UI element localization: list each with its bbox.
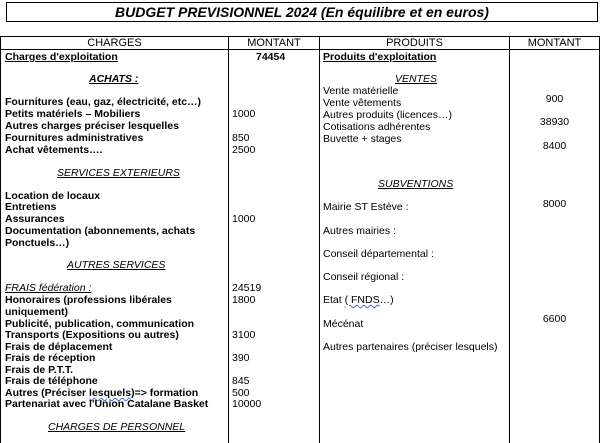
- col-divider-1: [228, 36, 229, 443]
- partenariat-amount: 10000: [232, 398, 262, 410]
- autres-services-row: Honoraires (professions libérales: [5, 294, 172, 306]
- ventes-row: Buvette + stages: [323, 133, 402, 145]
- autres-partenaires-label: Autres partenaires (préciser lesquels): [323, 341, 498, 353]
- achats-row: Fournitures (eau, gaz, électricité, etc…): [5, 96, 202, 108]
- partenariat-label: Partenariat avec l'Union Catalane Basket: [5, 398, 209, 410]
- etat-post: …): [379, 294, 394, 306]
- autres-services-amount: 390: [232, 352, 250, 364]
- autres-services-row: Transports (Expositions ou autres): [5, 329, 179, 341]
- header-montant-right: MONTANT: [527, 37, 582, 49]
- header-produits: PRODUITS: [386, 37, 443, 49]
- conseil-regional-label: Conseil régional :: [323, 271, 405, 283]
- produits-exploitation-label: Produits d'exploitation: [323, 51, 437, 63]
- ventes-row: Autres produits (licences…): [323, 109, 452, 121]
- header-charges: CHARGES: [87, 37, 142, 49]
- achats-amount: 850: [232, 132, 250, 144]
- page-title: BUDGET PREVISIONNEL 2024 (En équilibre et en euros): [6, 2, 598, 22]
- etat-pre: Etat: [323, 294, 345, 306]
- achats-row: Autres charges préciser lesquelles: [5, 120, 179, 132]
- services-ext-heading: SERVICES EXTERIEURS: [57, 167, 180, 179]
- mairie-amount: 8000: [542, 198, 567, 210]
- achats-row: Achat vêtements….: [5, 144, 103, 156]
- mecenat-label: Mécénat: [323, 318, 364, 330]
- services-ext-row: Ponctuels…): [5, 237, 70, 249]
- autres-services-row: Frais de réception: [5, 352, 96, 364]
- conseil-departemental-label: Conseil départemental :: [323, 248, 434, 260]
- autres-formation-post: )=> formation: [131, 387, 199, 399]
- services-ext-row: Entretiens: [5, 201, 57, 213]
- autres-services-row: Publicité, publication, communication: [5, 318, 195, 330]
- autres-formation-link[interactable]: lesquels: [89, 387, 132, 399]
- achats-amount: 2500: [232, 144, 256, 156]
- services-ext-row: Location de locaux: [5, 190, 101, 202]
- achats-heading: ACHATS :: [89, 73, 139, 85]
- ventes-row: Vente matérielle: [323, 85, 399, 97]
- services-ext-amount: 1000: [232, 213, 256, 225]
- achats-amount: 1000: [232, 108, 256, 120]
- autres-services-row: uniquement): [5, 306, 68, 318]
- header-montant-left: MONTANT: [247, 37, 301, 49]
- services-ext-row: Assurances: [5, 213, 65, 225]
- autres-formation-pre: Autres (Préciser: [5, 387, 90, 399]
- achats-row: Fournitures administratives: [5, 132, 144, 144]
- autres-formation-amount: 500: [232, 387, 250, 399]
- ventes-heading: VENTES: [395, 73, 438, 85]
- ventes-row: Vente vêtements: [323, 97, 402, 109]
- subventions-heading: SUBVENTIONS: [378, 178, 454, 190]
- ventes-amount: 900: [545, 93, 564, 105]
- mairie-label: Mairie ST Estève :: [323, 201, 409, 213]
- charges-exploitation-amount: 74454: [256, 51, 286, 63]
- autres-services-amount: 1800: [232, 294, 256, 306]
- autres-services-row: Frais de déplacement: [5, 341, 113, 353]
- autres-services-heading: AUTRES SERVICES: [67, 259, 166, 271]
- autres-services-amount: 845: [232, 375, 250, 387]
- autres-mairies-label: Autres mairies :: [323, 225, 396, 237]
- autres-services-row: Frais de P.T.T.: [5, 364, 74, 376]
- mecenat-amount: 6600: [542, 313, 567, 325]
- autres-services-amount: 3100: [232, 329, 256, 341]
- ventes-amount: 8400: [542, 140, 567, 152]
- autres-services-row: Frais de téléphone: [5, 375, 98, 387]
- achats-row: Petits matériels – Mobiliers: [5, 108, 141, 120]
- col-divider-2: [319, 36, 320, 443]
- etat-row: [323, 294, 394, 306]
- frais-federation-amount: 24519: [232, 282, 262, 294]
- table-left-border: [0, 36, 1, 443]
- header-bottom-border: [0, 49, 600, 50]
- services-ext-row: Documentation (abonnements, achats: [5, 225, 196, 237]
- ventes-amount: 38930: [539, 116, 570, 128]
- etat-link[interactable]: ( FNDS: [344, 294, 380, 306]
- frais-federation-label: FRAIS fédération :: [5, 282, 92, 294]
- ventes-row: Cotisations adhérentes: [323, 121, 431, 133]
- charges-exploitation-label: Charges d'exploitation: [5, 51, 118, 63]
- charges-personnel-heading: CHARGES DE PERSONNEL: [48, 421, 186, 433]
